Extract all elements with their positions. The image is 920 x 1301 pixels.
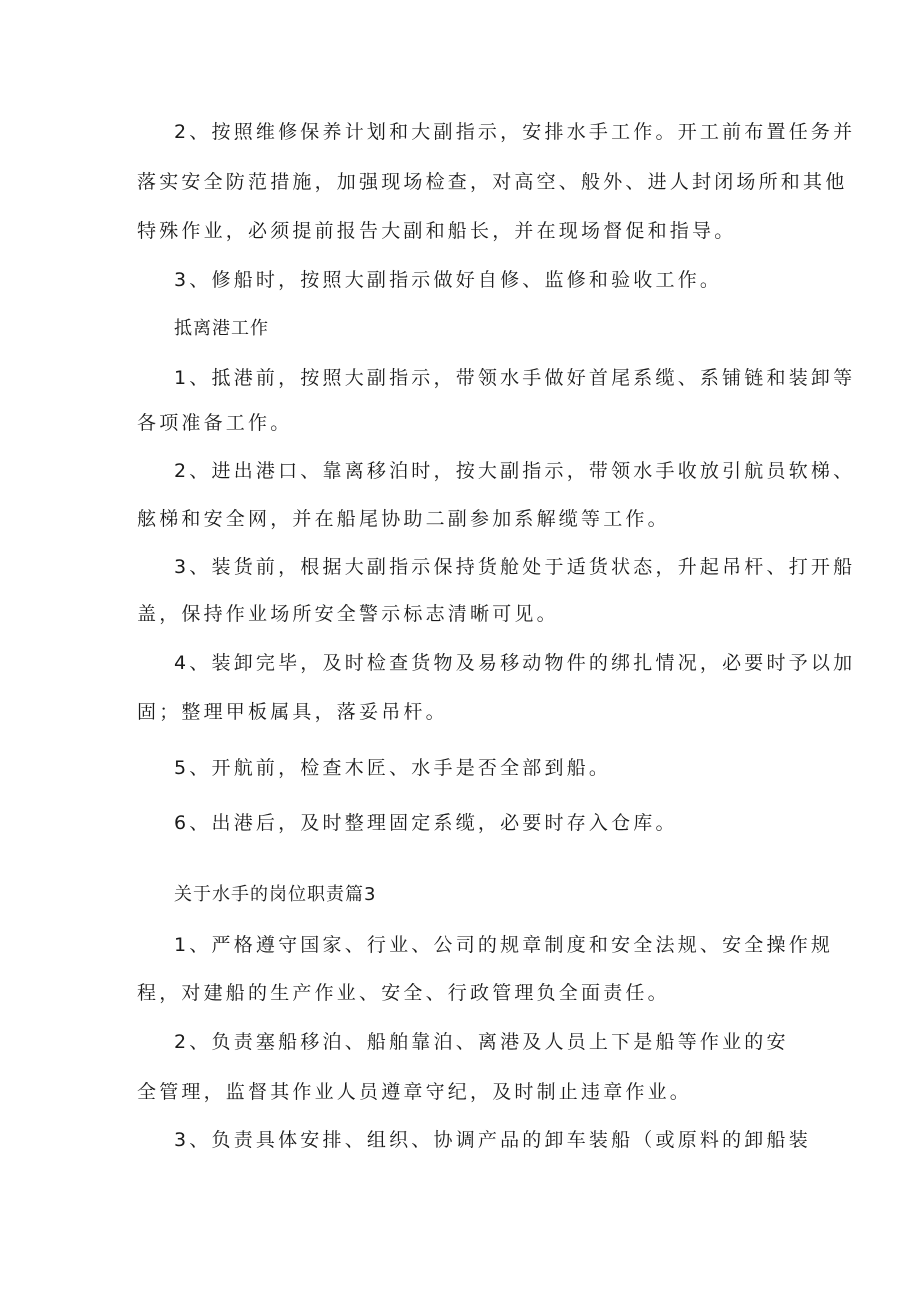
paragraph-3: 3、修船时，按照大副指示做好自修、监修和验收工作。 bbox=[174, 269, 723, 291]
port-item-1-line-1: 1、抵港前，按照大副指示，带领水手做好首尾系缆、系铺链和装卸等 bbox=[174, 367, 856, 389]
section-heading-duties-3: 关于水手的岗位职责篇3 bbox=[174, 884, 377, 905]
duty-item-2-line-1: 2、负责塞船移泊、船舶靠泊、离港及人员上下是船等作业的安 bbox=[174, 1031, 789, 1053]
port-item-2-line-1: 2、进出港口、靠离移泊时，按大副指示，带领水手收放引航员软梯、 bbox=[174, 460, 856, 482]
duty-item-1-line-1: 1、严格遵守国家、行业、公司的规章制度和安全法规、安全操作规 bbox=[174, 934, 834, 956]
duty-item-3-line-1: 3、负责具体安排、组织、协调产品的卸车装船（或原料的卸船装 bbox=[174, 1129, 811, 1151]
paragraph-2-line-1: 2、按照维修保养计划和大副指示，安排水手工作。开工前布置任务并 bbox=[174, 121, 856, 143]
paragraph-2-line-2: 落实安全防范措施，加强现场检查，对高空、般外、进人封闭场所和其他 bbox=[137, 171, 848, 193]
port-item-2-line-2: 舷梯和安全网，并在船尾协助二副参加系解缆等工作。 bbox=[137, 508, 670, 530]
port-item-4-line-2: 固；整理甲板属具，落妥吊杆。 bbox=[137, 701, 448, 723]
port-item-1-line-2: 各项准备工作。 bbox=[137, 412, 293, 434]
port-item-6: 6、出港后，及时整理固定系缆，必要时存入仓库。 bbox=[174, 812, 678, 834]
paragraph-2-line-3: 特殊作业，必须提前报告大副和船长，并在现场督促和指导。 bbox=[137, 220, 737, 242]
port-item-3-line-1: 3、装货前，根据大副指示保持货舱处于适货状态，升起吊杆、打开船 bbox=[174, 556, 856, 578]
port-item-3-line-2: 盖，保持作业场所安全警示标志清晰可见。 bbox=[137, 603, 559, 625]
duty-item-1-line-2: 程，对建船的生产作业、安全、行政管理负全面责任。 bbox=[137, 982, 670, 1004]
port-item-5: 5、开航前，检查木匠、水手是否全部到船。 bbox=[174, 757, 612, 779]
section-heading-port: 抵离港工作 bbox=[174, 318, 269, 339]
port-item-4-line-1: 4、装卸完毕，及时检查货物及易移动物件的绑扎情况，必要时予以加 bbox=[174, 652, 856, 674]
duty-item-2-line-2: 全管理，监督其作业人员遵章守纪，及时制止违章作业。 bbox=[137, 1081, 693, 1103]
